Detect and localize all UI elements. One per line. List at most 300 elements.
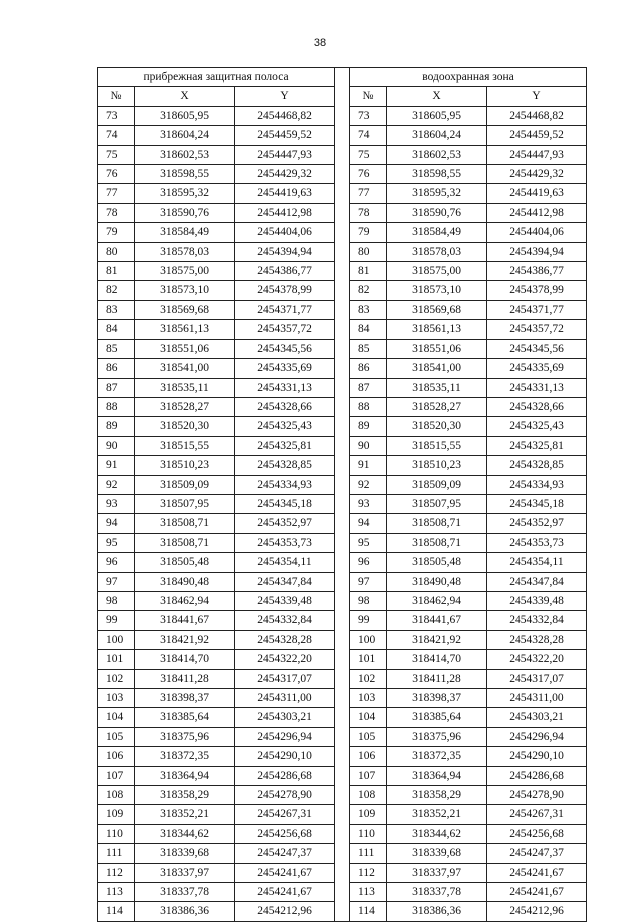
table-row [98, 611, 587, 630]
left-point-number: 93 [98, 494, 135, 513]
right-point-x: 318337,78 [387, 883, 487, 902]
table-gap [335, 766, 350, 785]
right-point-x: 318515,55 [387, 436, 487, 455]
table-row [98, 727, 587, 746]
right-point-y: 2454459,52 [487, 126, 587, 145]
left-point-y: 2454339,48 [235, 591, 335, 610]
right-point-x: 318358,29 [387, 786, 487, 805]
left-point-x: 318569,68 [135, 300, 235, 319]
right-point-y: 2454212,96 [487, 902, 587, 921]
left-point-y: 2454386,77 [235, 262, 335, 281]
table-gap [335, 165, 350, 184]
left-point-y: 2454325,81 [235, 436, 335, 455]
right-point-y: 2454325,81 [487, 436, 587, 455]
left-point-number: 113 [98, 883, 135, 902]
right-point-y: 2454325,43 [487, 417, 587, 436]
left-point-number: 85 [98, 339, 135, 358]
table-gap [335, 824, 350, 843]
right-point-y: 2454296,94 [487, 727, 587, 746]
left-point-x: 318520,30 [135, 417, 235, 436]
left-point-x: 318358,29 [135, 786, 235, 805]
right-point-number: 85 [350, 339, 387, 358]
table-gap [335, 805, 350, 824]
left-point-number: 109 [98, 805, 135, 824]
left-point-x: 318508,71 [135, 514, 235, 533]
right-point-x: 318510,23 [387, 456, 487, 475]
left-point-x: 318561,13 [135, 320, 235, 339]
table-gap [335, 863, 350, 882]
right-point-y: 2454241,67 [487, 863, 587, 882]
right-point-number: 100 [350, 630, 387, 649]
right-point-number: 80 [350, 242, 387, 261]
right-point-y: 2454267,31 [487, 805, 587, 824]
table-gap [335, 436, 350, 455]
left-point-y: 2454354,11 [235, 553, 335, 572]
left-point-x: 318528,27 [135, 397, 235, 416]
left-point-y: 2454459,52 [235, 126, 335, 145]
left-point-number: 106 [98, 747, 135, 766]
left-point-number: 87 [98, 378, 135, 397]
right-point-x: 318584,49 [387, 223, 487, 242]
table-row [98, 669, 587, 688]
right-point-number: 110 [350, 824, 387, 843]
left-point-x: 318535,11 [135, 378, 235, 397]
right-point-x: 318411,28 [387, 669, 487, 688]
right-point-x: 318561,13 [387, 320, 487, 339]
left-point-y: 2454303,21 [235, 708, 335, 727]
right-point-number: 106 [350, 747, 387, 766]
right-point-y: 2454334,93 [487, 475, 587, 494]
right-point-y: 2454447,93 [487, 145, 587, 164]
table-gap [335, 747, 350, 766]
table-row [98, 106, 587, 125]
left-point-x: 318595,32 [135, 184, 235, 203]
right-point-y: 2454386,77 [487, 262, 587, 281]
right-point-y: 2454347,84 [487, 572, 587, 591]
right-point-y: 2454357,72 [487, 320, 587, 339]
left-point-number: 80 [98, 242, 135, 261]
table-gap [335, 727, 350, 746]
left-point-y: 2454267,31 [235, 805, 335, 824]
right-point-number: 105 [350, 727, 387, 746]
left-point-number: 83 [98, 300, 135, 319]
left-point-y: 2454429,32 [235, 165, 335, 184]
right-point-number: 114 [350, 902, 387, 921]
right-point-x: 318352,21 [387, 805, 487, 824]
left-point-x: 318441,67 [135, 611, 235, 630]
left-point-number: 86 [98, 359, 135, 378]
left-point-y: 2454278,90 [235, 786, 335, 805]
right-point-number: 82 [350, 281, 387, 300]
table-row [98, 494, 587, 513]
right-point-x: 318590,76 [387, 203, 487, 222]
right-point-number: 109 [350, 805, 387, 824]
left-point-y: 2454328,85 [235, 456, 335, 475]
left-table-title: прибрежная защитная полоса [98, 68, 335, 87]
right-point-x: 318573,10 [387, 281, 487, 300]
table-row [98, 475, 587, 494]
right-point-x: 318385,64 [387, 708, 487, 727]
right-point-number: 107 [350, 766, 387, 785]
table-gap [335, 300, 350, 319]
table-gap [335, 475, 350, 494]
right-point-y: 2454353,73 [487, 533, 587, 552]
left-point-x: 318575,00 [135, 262, 235, 281]
right-point-number: 104 [350, 708, 387, 727]
table-gap [335, 553, 350, 572]
right-header-number: № [350, 87, 387, 106]
right-point-y: 2454345,18 [487, 494, 587, 513]
left-point-y: 2454286,68 [235, 766, 335, 785]
right-point-x: 318421,92 [387, 630, 487, 649]
right-point-y: 2454311,00 [487, 689, 587, 708]
table-row [98, 320, 587, 339]
table-gap [335, 106, 350, 125]
left-point-x: 318515,55 [135, 436, 235, 455]
table-row [98, 242, 587, 261]
left-header-y: Y [235, 87, 335, 106]
table-header-row [98, 87, 587, 106]
table-row [98, 766, 587, 785]
left-point-y: 2454290,10 [235, 747, 335, 766]
left-point-x: 318509,09 [135, 475, 235, 494]
table-gap [335, 533, 350, 552]
table-row [98, 747, 587, 766]
left-point-y: 2454212,96 [235, 902, 335, 921]
right-point-x: 318578,03 [387, 242, 487, 261]
left-point-x: 318375,96 [135, 727, 235, 746]
left-point-number: 77 [98, 184, 135, 203]
left-point-y: 2454345,56 [235, 339, 335, 358]
left-point-number: 107 [98, 766, 135, 785]
right-point-number: 98 [350, 591, 387, 610]
right-point-number: 94 [350, 514, 387, 533]
left-point-x: 318337,78 [135, 883, 235, 902]
left-point-x: 318398,37 [135, 689, 235, 708]
table-gap [335, 514, 350, 533]
table-gap [335, 689, 350, 708]
table-row [98, 417, 587, 436]
right-point-number: 101 [350, 650, 387, 669]
left-point-y: 2454352,97 [235, 514, 335, 533]
left-point-x: 318411,28 [135, 669, 235, 688]
table-row [98, 203, 587, 222]
left-point-x: 318344,62 [135, 824, 235, 843]
right-point-number: 87 [350, 378, 387, 397]
right-point-x: 318441,67 [387, 611, 487, 630]
left-point-x: 318414,70 [135, 650, 235, 669]
left-point-x: 318605,95 [135, 106, 235, 125]
right-point-number: 90 [350, 436, 387, 455]
left-point-number: 75 [98, 145, 135, 164]
left-header-number: № [98, 87, 135, 106]
left-point-y: 2454468,82 [235, 106, 335, 125]
right-point-number: 93 [350, 494, 387, 513]
table-gap [335, 87, 350, 106]
table-row [98, 359, 587, 378]
left-point-y: 2454332,84 [235, 611, 335, 630]
table-row [98, 805, 587, 824]
left-point-y: 2454394,94 [235, 242, 335, 261]
left-point-x: 318604,24 [135, 126, 235, 145]
table-gap [335, 844, 350, 863]
left-point-x: 318364,94 [135, 766, 235, 785]
right-point-number: 83 [350, 300, 387, 319]
left-point-y: 2454419,63 [235, 184, 335, 203]
right-point-y: 2454404,06 [487, 223, 587, 242]
right-point-x: 318490,48 [387, 572, 487, 591]
table-gap [335, 145, 350, 164]
right-point-x: 318509,09 [387, 475, 487, 494]
right-point-y: 2454339,48 [487, 591, 587, 610]
table-gap [335, 359, 350, 378]
table-gap [335, 650, 350, 669]
right-point-x: 318605,95 [387, 106, 487, 125]
right-point-y: 2454247,37 [487, 844, 587, 863]
left-point-y: 2454322,20 [235, 650, 335, 669]
table-row [98, 630, 587, 649]
left-point-number: 81 [98, 262, 135, 281]
left-point-number: 82 [98, 281, 135, 300]
right-point-x: 318339,68 [387, 844, 487, 863]
left-point-number: 102 [98, 669, 135, 688]
left-point-number: 74 [98, 126, 135, 145]
left-point-number: 91 [98, 456, 135, 475]
right-point-number: 84 [350, 320, 387, 339]
left-point-y: 2454447,93 [235, 145, 335, 164]
left-point-number: 94 [98, 514, 135, 533]
right-point-y: 2454328,85 [487, 456, 587, 475]
left-point-y: 2454404,06 [235, 223, 335, 242]
right-point-y: 2454317,07 [487, 669, 587, 688]
table-gap [335, 494, 350, 513]
left-point-x: 318584,49 [135, 223, 235, 242]
left-point-number: 76 [98, 165, 135, 184]
right-point-y: 2454468,82 [487, 106, 587, 125]
right-point-number: 86 [350, 359, 387, 378]
table-title-row [98, 68, 587, 87]
left-point-x: 318339,68 [135, 844, 235, 863]
left-point-number: 88 [98, 397, 135, 416]
table-gap [335, 378, 350, 397]
left-point-number: 111 [98, 844, 135, 863]
left-point-number: 95 [98, 533, 135, 552]
page-number: 38 [313, 37, 327, 49]
right-point-y: 2454241,67 [487, 883, 587, 902]
right-point-y: 2454378,99 [487, 281, 587, 300]
table-row [98, 514, 587, 533]
right-point-y: 2454352,97 [487, 514, 587, 533]
right-point-y: 2454278,90 [487, 786, 587, 805]
right-point-number: 111 [350, 844, 387, 863]
table-row [98, 786, 587, 805]
table-gap [335, 184, 350, 203]
right-point-number: 97 [350, 572, 387, 591]
right-point-x: 318337,97 [387, 863, 487, 882]
right-point-x: 318602,53 [387, 145, 487, 164]
left-point-number: 84 [98, 320, 135, 339]
right-point-x: 318344,62 [387, 824, 487, 843]
table-row [98, 281, 587, 300]
table-gap [335, 417, 350, 436]
left-point-x: 318421,92 [135, 630, 235, 649]
left-point-y: 2454357,72 [235, 320, 335, 339]
right-point-x: 318528,27 [387, 397, 487, 416]
right-point-number: 92 [350, 475, 387, 494]
right-point-x: 318508,71 [387, 514, 487, 533]
table-row [98, 397, 587, 416]
left-point-x: 318490,48 [135, 572, 235, 591]
right-point-number: 91 [350, 456, 387, 475]
right-point-x: 318535,11 [387, 378, 487, 397]
table-row [98, 863, 587, 882]
table-row [98, 844, 587, 863]
right-point-y: 2454256,68 [487, 824, 587, 843]
left-point-number: 110 [98, 824, 135, 843]
table-row [98, 553, 587, 572]
left-point-x: 318352,21 [135, 805, 235, 824]
right-point-y: 2454322,20 [487, 650, 587, 669]
right-point-y: 2454286,68 [487, 766, 587, 785]
right-point-number: 79 [350, 223, 387, 242]
right-point-x: 318508,71 [387, 533, 487, 552]
right-point-x: 318507,95 [387, 494, 487, 513]
table-gap [335, 786, 350, 805]
table-row [98, 689, 587, 708]
table-gap [335, 68, 350, 87]
right-point-y: 2454331,13 [487, 378, 587, 397]
table-row [98, 378, 587, 397]
left-point-number: 97 [98, 572, 135, 591]
table-row [98, 883, 587, 902]
right-point-x: 318386,36 [387, 902, 487, 921]
right-point-y: 2454303,21 [487, 708, 587, 727]
right-point-number: 74 [350, 126, 387, 145]
left-point-number: 99 [98, 611, 135, 630]
table-row [98, 165, 587, 184]
table-gap [335, 397, 350, 416]
table-row [98, 223, 587, 242]
right-point-number: 77 [350, 184, 387, 203]
table-gap [335, 883, 350, 902]
left-point-x: 318510,23 [135, 456, 235, 475]
left-point-y: 2454296,94 [235, 727, 335, 746]
left-point-y: 2454241,67 [235, 863, 335, 882]
left-point-y: 2454311,00 [235, 689, 335, 708]
right-point-y: 2454335,69 [487, 359, 587, 378]
left-point-number: 90 [98, 436, 135, 455]
table-row [98, 456, 587, 475]
left-point-x: 318541,00 [135, 359, 235, 378]
right-table-title: водоохранная зона [350, 68, 587, 87]
left-point-number: 78 [98, 203, 135, 222]
left-point-x: 318573,10 [135, 281, 235, 300]
right-point-number: 99 [350, 611, 387, 630]
right-point-number: 96 [350, 553, 387, 572]
right-point-number: 103 [350, 689, 387, 708]
right-point-y: 2454332,84 [487, 611, 587, 630]
right-point-y: 2454412,98 [487, 203, 587, 222]
right-point-number: 95 [350, 533, 387, 552]
table-gap [335, 456, 350, 475]
left-point-number: 73 [98, 106, 135, 125]
left-point-number: 92 [98, 475, 135, 494]
left-point-number: 114 [98, 902, 135, 921]
left-point-y: 2454328,28 [235, 630, 335, 649]
right-point-y: 2454328,66 [487, 397, 587, 416]
left-point-number: 104 [98, 708, 135, 727]
left-point-y: 2454334,93 [235, 475, 335, 494]
table-gap [335, 630, 350, 649]
left-point-x: 318602,53 [135, 145, 235, 164]
table-gap [335, 669, 350, 688]
right-point-x: 318551,06 [387, 339, 487, 358]
right-point-y: 2454354,11 [487, 553, 587, 572]
left-point-number: 108 [98, 786, 135, 805]
right-point-x: 318520,30 [387, 417, 487, 436]
left-point-x: 318372,35 [135, 747, 235, 766]
left-point-y: 2454335,69 [235, 359, 335, 378]
left-point-number: 98 [98, 591, 135, 610]
left-point-y: 2454256,68 [235, 824, 335, 843]
right-point-number: 81 [350, 262, 387, 281]
table-gap [335, 126, 350, 145]
right-point-number: 75 [350, 145, 387, 164]
right-point-number: 89 [350, 417, 387, 436]
left-point-number: 96 [98, 553, 135, 572]
right-point-x: 318372,35 [387, 747, 487, 766]
left-point-x: 318598,55 [135, 165, 235, 184]
left-point-y: 2454345,18 [235, 494, 335, 513]
left-point-x: 318590,76 [135, 203, 235, 222]
left-point-y: 2454241,67 [235, 883, 335, 902]
right-point-x: 318604,24 [387, 126, 487, 145]
table-row [98, 572, 587, 591]
table-gap [335, 611, 350, 630]
table-gap [335, 281, 350, 300]
right-point-x: 318414,70 [387, 650, 487, 669]
left-point-y: 2454371,77 [235, 300, 335, 319]
table-row [98, 126, 587, 145]
table-gap [335, 262, 350, 281]
table-gap [335, 339, 350, 358]
right-point-y: 2454371,77 [487, 300, 587, 319]
left-point-number: 100 [98, 630, 135, 649]
left-point-y: 2454331,13 [235, 378, 335, 397]
right-point-y: 2454345,56 [487, 339, 587, 358]
table-gap [335, 242, 350, 261]
right-header-y: Y [487, 87, 587, 106]
table-gap [335, 320, 350, 339]
right-point-x: 318598,55 [387, 165, 487, 184]
right-header-x: X [387, 87, 487, 106]
right-point-number: 88 [350, 397, 387, 416]
table-gap [335, 591, 350, 610]
table-row [98, 300, 587, 319]
right-point-x: 318505,48 [387, 553, 487, 572]
table-row [98, 184, 587, 203]
table-row [98, 824, 587, 843]
table-gap [335, 203, 350, 222]
left-header-x: X [135, 87, 235, 106]
right-point-y: 2454429,32 [487, 165, 587, 184]
left-point-y: 2454378,99 [235, 281, 335, 300]
left-point-x: 318507,95 [135, 494, 235, 513]
left-point-y: 2454328,66 [235, 397, 335, 416]
table-gap [335, 572, 350, 591]
right-point-x: 318569,68 [387, 300, 487, 319]
right-point-number: 113 [350, 883, 387, 902]
